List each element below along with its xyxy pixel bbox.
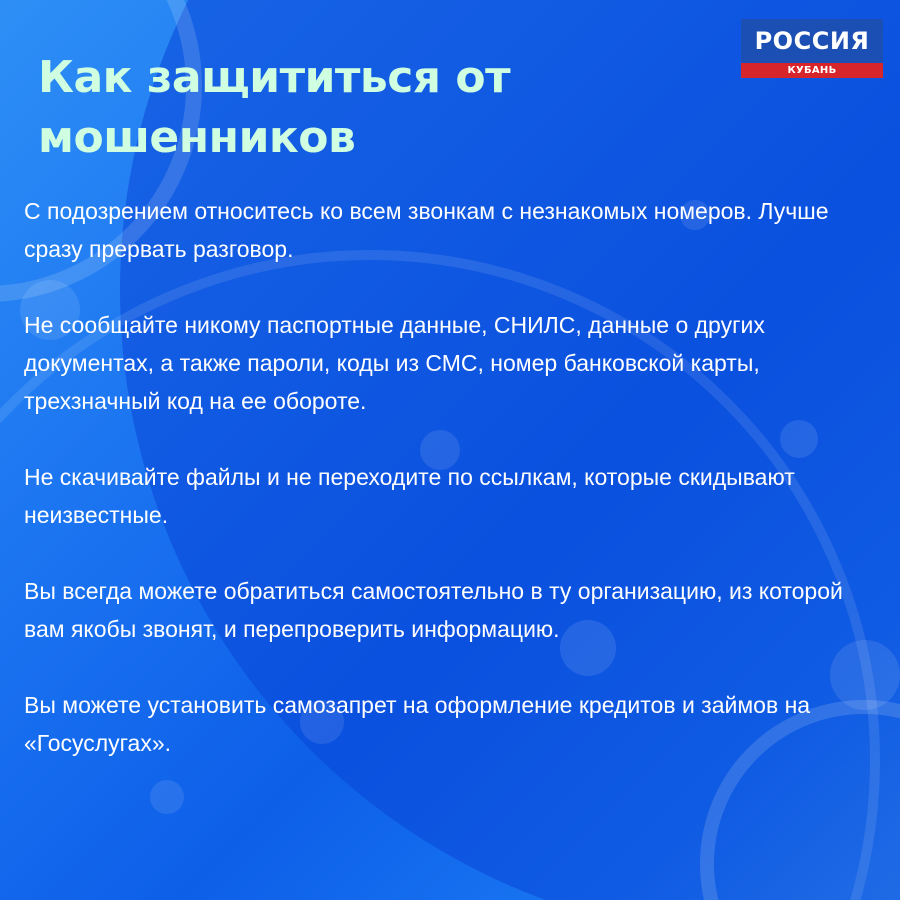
tip-paragraph-4: Вы всегда можете обратиться самостоятельно в ту организацию, из которой вам якобы звонят, и перепроверить информацию. [24, 578, 843, 642]
channel-logo [741, 19, 883, 78]
tip-paragraph-3: Не скачивайте файлы и не переходите по ссылкам, которые скидывают неизвестные. [24, 464, 795, 528]
logo-name: РОССИЯ [741, 19, 883, 63]
logo-region: КУБАНЬ [741, 63, 883, 78]
tip-paragraph-5: Вы можете установить самозапрет на оформление кредитов и займов на «Госуслугах». [24, 692, 811, 756]
page-title: Как защититься от мошенников [38, 52, 511, 163]
decorative-dot [150, 780, 184, 814]
decorative-dot [780, 420, 818, 458]
tip-paragraph-1: С подозрением относитесь ко всем звонкам с незнакомых номеров. Лучше сразу прервать разговор. [24, 198, 829, 262]
tip-paragraph-2: Не сообщайте никому паспортные данные, СНИЛС, данные о других документах, а также пароли, коды из СМС, номер банковской карты, трехзначный код на ее обороте. [24, 312, 765, 414]
